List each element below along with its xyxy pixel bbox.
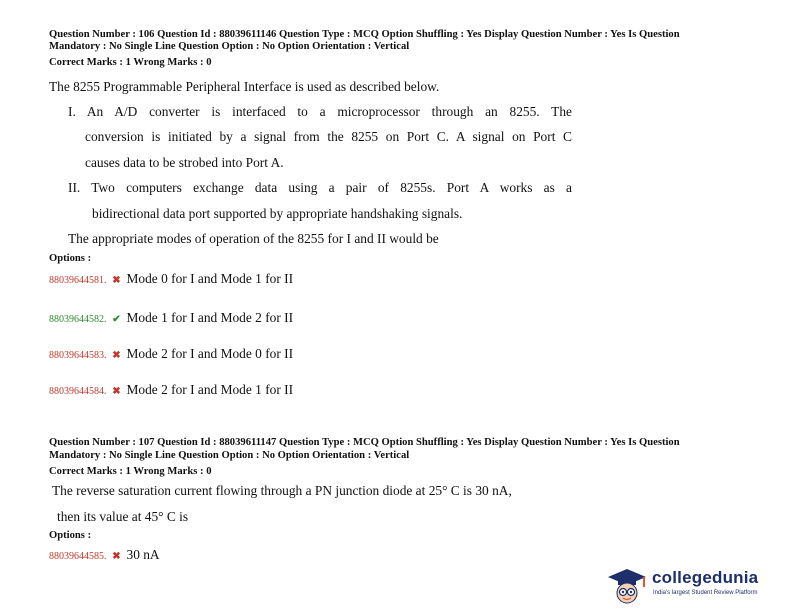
option-id: 88039644583. (49, 350, 107, 361)
wrong-mark-icon: ✖ (112, 350, 121, 361)
wrong-mark-icon: ✖ (112, 275, 121, 286)
logo-wordmark: collegedunia (652, 568, 759, 587)
wrong-mark-icon: ✖ (112, 386, 121, 397)
q107-options-label: Options : (49, 530, 92, 541)
option-row[interactable] (49, 270, 293, 288)
collegedunia-logo (604, 565, 786, 605)
logo-tagline: India's largest Student Review Platform (653, 590, 758, 596)
option-row[interactable] (49, 309, 293, 327)
q106-item2-line1: II. Two computers exchange data using a pair of 8255s. Port A works as a (68, 180, 572, 195)
option-id: 88039644582. (49, 314, 107, 325)
option-text: Mode 2 for I and Mode 1 for II (126, 382, 294, 397)
q107-header-line2: Mandatory : No Single Line Question Option : No Option Orientation : Vertical (49, 450, 410, 461)
q107-stem-line1: The reverse saturation current flowing through a PN junction diode at 25° C is 30 nA, (52, 483, 512, 498)
option-id: 88039644581. (49, 275, 107, 286)
option-text: 30 nA (126, 547, 160, 562)
q106-header-line2: Mandatory : No Single Line Question Option : No Option Orientation : Vertical (49, 41, 410, 52)
q106-item1-line3: causes data to be strobed into Port A. (85, 155, 284, 170)
q107-stem-line2: then its value at 45° C is (57, 509, 189, 524)
q106-marks: Correct Marks : 1 Wrong Marks : 0 (49, 57, 212, 68)
q106-item1-line2: conversion is initiated by a signal from the 8255 on Port C. A signal on Port C (85, 129, 572, 144)
q106-question: The appropriate modes of operation of the 8255 for I and II would be (68, 231, 439, 246)
option-id: 88039644585. (49, 551, 107, 562)
wrong-mark-icon: ✖ (112, 551, 121, 562)
option-row[interactable] (49, 546, 160, 564)
option-text: Mode 2 for I and Mode 0 for II (126, 346, 294, 361)
option-text: Mode 0 for I and Mode 1 for II (126, 271, 294, 286)
option-row[interactable] (49, 381, 293, 399)
option-text: Mode 1 for I and Mode 2 for II (126, 310, 294, 325)
q107-header-line1: Question Number : 107 Question Id : 88039611147 Question Type : MCQ Option Shuffling : Yes Display Question Number : Yes Is Question (49, 437, 680, 448)
q106-header-line1: Question Number : 106 Question Id : 88039611146 Question Type : MCQ Option Shuffling : Yes Display Question Number : Yes Is Question (49, 29, 680, 40)
correct-check-icon: ✔ (112, 314, 121, 325)
option-id: 88039644584. (49, 386, 107, 397)
q107-marks: Correct Marks : 1 Wrong Marks : 0 (49, 466, 212, 477)
q106-options-label: Options : (49, 253, 92, 264)
q106-intro: The 8255 Programmable Peripheral Interface is used as described below. (49, 79, 440, 94)
q106-item1-line1: I. An A/D converter is interfaced to a microprocessor through an 8255. The (68, 104, 572, 119)
graduate-mascot-icon (604, 565, 650, 605)
q106-item2-line2: bidirectional data port supported by appropriate handshaking signals. (92, 206, 463, 221)
option-row[interactable] (49, 345, 293, 363)
